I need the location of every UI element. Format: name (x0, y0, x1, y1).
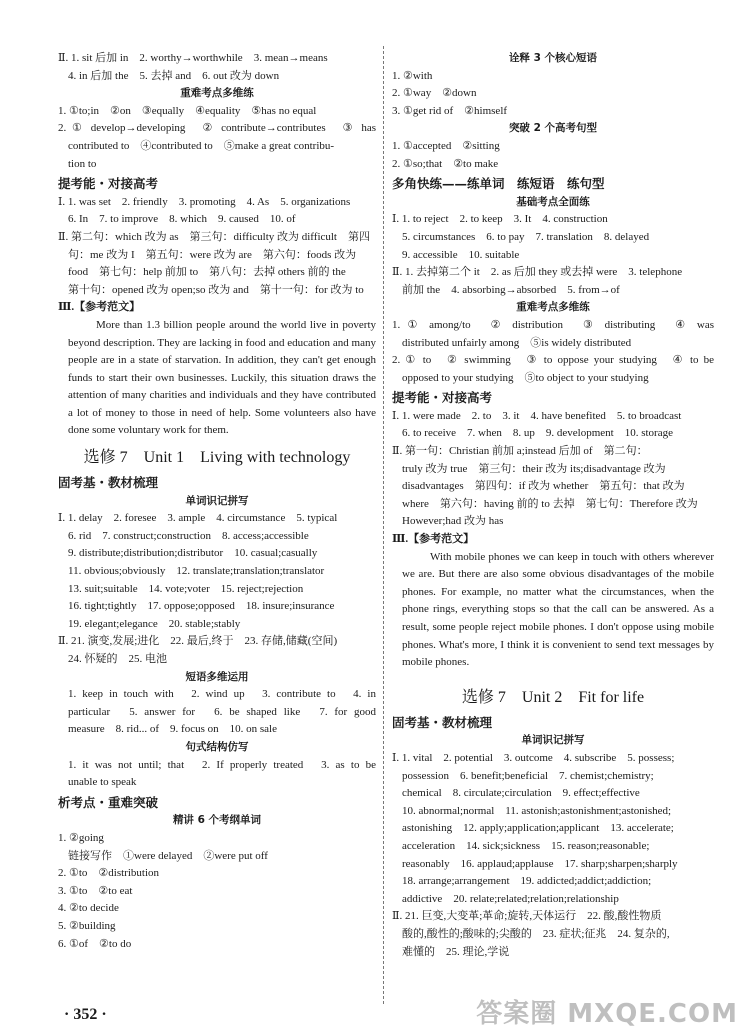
answer-line: Ⅱ. 21. 演变,发展;进化 22. 最后,终于 23. 存储,储藏(空间) (58, 635, 338, 648)
section-heading: 固考基・教材梳理 (392, 714, 493, 730)
answer-line: 5. ②building (58, 919, 116, 932)
left-column (58, 50, 376, 953)
answer-line: 18. arrange;arrangement 19. addicted;addict;addiction; (402, 875, 652, 888)
answer-line: 1. ① among/to ② distribution ③ distributing ④ was (392, 318, 714, 331)
section-heading: 提考能・对接高考 (392, 390, 493, 406)
answer-line: 10. abnormal;normal 11. astonish;astonishment;astonished; (402, 804, 672, 817)
page-number: · 352 · (64, 1006, 107, 1023)
answer-line: contributed to ④contributed to ⑤make a great contribu- (68, 139, 335, 152)
answer-line: However;had 改为 has (402, 515, 504, 528)
right-column (392, 50, 714, 961)
answer-line: 9. accessible 10. suitable (402, 248, 520, 261)
answer-line: 酸的,酸性的;酸味的;尖酸的 23. 症状;征兆 24. 复杂的, (402, 927, 670, 940)
subsection-heading: 单词识记拼写 (185, 494, 249, 507)
answer-line: measure 8. rid... of 9. focus on 10. on sale (68, 723, 277, 736)
subsection-heading: 句式结构仿写 (185, 740, 249, 753)
answer-line: 11. obvious;obviously 12. translate;translation;translator (68, 565, 325, 578)
answer-line: 1. ②going (58, 831, 104, 844)
answer-line: addictive 20. relate;related;relation;relationship (402, 892, 619, 905)
subsection-heading: 诠释 3 个核心短语 (508, 52, 598, 64)
section-heading: 析考点・重难突破 (58, 794, 159, 810)
answer-line: 链接写作 ①were delayed ②were put off (68, 849, 268, 862)
answer-line: Ⅰ. 1. were made 2. to 3. it 4. have benefited 5. to broadcast (392, 409, 682, 422)
answer-line: astonishing 12. apply;application;applicant 13. accelerate; (402, 822, 674, 835)
answer-line: Ⅱ. 第二句：which 改为 as 第三句：difficulty 改为 difficult 第四 (58, 230, 370, 243)
answer-line: acceleration 14. sick;sickness 15. reason;reasonable; (402, 839, 650, 852)
answer-line: 6. rid 7. construct;construction 8. access;accessible (68, 529, 309, 542)
subsection-heading: 单词识记拼写 (521, 734, 585, 747)
answer-line: Ⅱ. 21. 巨变,大变革;革命;旋转,天体运行 22. 酸,酸性物质 (392, 910, 662, 923)
answer-line: 24. 怀疑的 25. 电池 (68, 653, 167, 665)
answer-line: 2. ①to ②distribution (58, 867, 160, 880)
answer-line: 第十句：opened 改为 open;so 改为 and 第十一句：for 改为 to (68, 283, 364, 296)
subsection-heading: 基础考点全面练 (516, 195, 590, 208)
answer-line: 9. distribute;distribution;distributor 10. casual;casually (68, 547, 318, 560)
answer-line: 2. ①so;that ②to make (392, 157, 499, 170)
watermark: 答案圈 MXQE.COM (476, 999, 738, 1029)
answer-line: possession 6. benefit;beneficial 7. chemist;chemistry; (402, 769, 654, 782)
subsection-heading: 重难考点多维练 (180, 87, 254, 100)
subsection-heading: 重难考点多维练 (516, 301, 590, 314)
answer-line: 4. in 后加 the 5. 去掉 and 6. out 改为 down (68, 69, 280, 82)
answer-line: 13. suit;suitable 14. vote;voter 15. reject;rejection (68, 582, 304, 595)
answer-line: 1. keep in touch with 2. wind up 3. contribute to 4. in (68, 688, 376, 701)
answer-line: Ⅰ. 1. vital 2. potential 3. outcome 4. subscribe 5. possess; (392, 751, 675, 764)
answer-line: 2. ①way ②down (392, 87, 477, 100)
answer-line: 6. ①of ②to do (58, 937, 132, 950)
answer-line: tion to (68, 157, 97, 170)
section-heading: 提考能・对接高考 (58, 176, 159, 192)
answer-line: Ⅱ. 第一句：Christian 前加 a;instead 后加 of 第二句： (392, 445, 648, 458)
subsection-heading: 短语多维运用 (185, 670, 249, 683)
unit-title: 选修 7 Unit 2 Fit for life (461, 688, 645, 706)
answer-line: 1. ①to;in ②on ③equally ④equality ⑤has no equal (58, 104, 317, 117)
section-heading: 多角快练——练单词 练短语 练句型 (392, 176, 605, 192)
answer-line: 2. ① to ② swimming ③ to oppose your studying ④ to be (392, 354, 714, 367)
subsection-heading: 突破 2 个高考句型 (508, 122, 598, 135)
subsection-heading: 精讲 6 个考纲单词 (172, 814, 262, 827)
answer-line: Ⅰ. 1. to reject 2. to keep 3. It 4. construction (392, 213, 608, 226)
sample-essay-label: Ⅲ.【参考范文】 (392, 533, 475, 546)
answer-line: 难懂的 25. 理论,学说 (402, 945, 510, 958)
section-heading: 固考基・教材梳理 (58, 475, 159, 491)
answer-line: 4. ②to decide (58, 902, 119, 915)
answer-line: 1. it was not until; that 2. If properly treated 3. as to be (68, 758, 376, 771)
answer-line: 19. elegant;elegance 20. stable;stably (68, 617, 241, 630)
answer-line: Ⅱ. 1. sit 后加 in 2. worthy→worthwhile 3. mean→means (58, 52, 328, 64)
answer-line: reasonably 16. applaud;applause 17. sharp;sharpen;sharply (402, 857, 678, 870)
answer-line: truly 改为 true 第三句：their 改为 its;disadvantage 改为 (402, 462, 666, 475)
sample-essay-label: Ⅲ.【参考范文】 (58, 301, 141, 314)
answer-line: 3. ①to ②to eat (58, 884, 133, 897)
answer-line: 16. tight;tightly 17. oppose;opposed 18. insure;insurance (68, 600, 335, 613)
answer-line: Ⅰ. 1. was set 2. friendly 3. promoting 4. As 5. organizations (58, 195, 351, 208)
answer-line: 2. ① develop→developing ② contribute→contributes ③ has (58, 122, 376, 135)
sample-essay: More than 1.3 billion people around the world live in poverty beyond description. They are lacking in food and education and many people are in a state of starvation. In addition, they can't get enough funds to start their own businesses. Luckily, this situation draws the attention of many charities and individuals and they have contributed a lot of money to those in need of help. Some volunteers also have done some voluntary work for them. (68, 318, 376, 437)
sample-essay: With mobile phones we can keep in touch with others wherever we are. But there are also some obvious disadvantages of the mobile phones. For example, no matter what the circumstances, when the phone rings, everything stops so that the call can be answered. As a result, some people reject mobile phones. I don't oppose using mobile phones. What's more, I think it is convenient to send text messages by mobile phones. (402, 550, 714, 669)
answer-line: distributed unfairly among ⑤is widely distributed (402, 336, 632, 349)
answer-line: particular 5. answer for 6. be shaped like 7. for good (68, 705, 376, 718)
unit-title: 选修 7 Unit 1 Living with technology (83, 449, 351, 467)
answer-line: 前加 the 4. absorbing→absorbed 5. from→of (402, 283, 620, 296)
answer-line: chemical 8. circulate;circulation 9. effect;effective (402, 787, 640, 800)
answer-line: 6. to receive 7. when 8. up 9. development 10. storage (402, 427, 673, 440)
answer-line: 1. ①accepted ②sitting (392, 139, 500, 152)
answer-line: 5. circumstances 6. to pay 7. translation 8. delayed (402, 230, 650, 243)
answer-line: food 第七句：help 前加 to 第八句：去掉 others 前的 the (68, 266, 346, 279)
answer-line: Ⅱ. 1. 去掉第二个 it 2. as 后加 they 或去掉 were 3. telephone (392, 266, 683, 279)
answer-line: 句：me 改为 I 第五句：were 改为 are 第六句：foods 改为 (68, 248, 357, 261)
answer-line: 3. ①get rid of ②himself (392, 104, 508, 117)
answer-line: where 第六句：having 前的 to 去掉 第七句：Therefore 改为 (402, 497, 698, 510)
answer-line: 6. In 7. to improve 8. which 9. caused 10. of (68, 213, 296, 226)
answer-line: Ⅰ. 1. delay 2. foresee 3. ample 4. circumstance 5. typical (58, 512, 338, 525)
answer-line: unable to speak (68, 776, 137, 789)
column-divider (383, 46, 384, 1004)
answer-line: opposed to your studying ⑤to object to your studying (402, 371, 649, 384)
answer-line: disadvantages 第四句：if 改为 whether 第五句：that 改为 (402, 480, 685, 493)
answer-line: 1. ②with (392, 69, 433, 82)
